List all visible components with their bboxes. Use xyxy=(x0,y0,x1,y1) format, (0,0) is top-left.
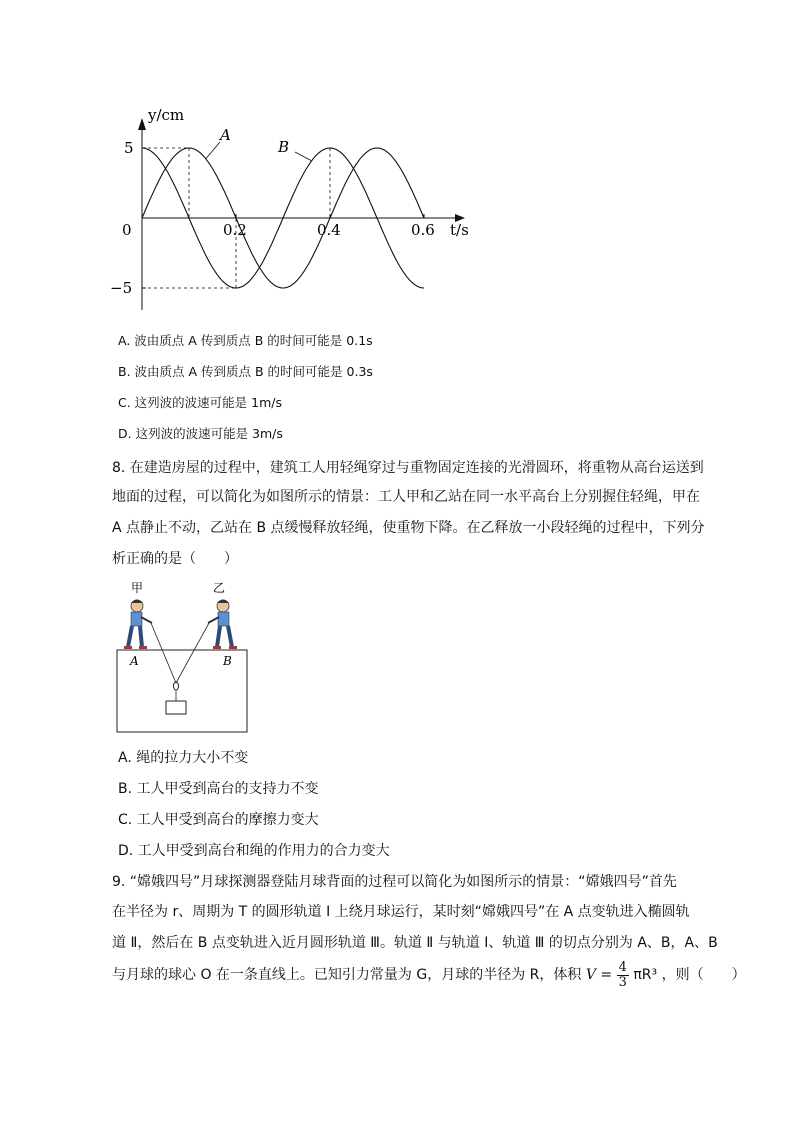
wave-chart xyxy=(110,100,480,320)
q7-option-c: C. 这列波的波速可能是 1m/s xyxy=(118,395,283,410)
series-b-label: B xyxy=(278,138,290,156)
q9-line-4-tail: ，则（ ） xyxy=(661,967,746,983)
series-a-label: A xyxy=(220,126,231,144)
x-axis-label: t/s xyxy=(450,221,469,239)
weight xyxy=(166,701,186,714)
leader-a xyxy=(205,142,220,159)
q8-option-c: C. 工人甲受到高台的摩擦力变大 xyxy=(118,812,319,828)
worker-jia-label: 甲 xyxy=(131,581,144,595)
y-tick-label-1: −5 xyxy=(110,279,133,297)
rope-right xyxy=(176,623,209,683)
point-b-label: B xyxy=(223,654,232,668)
q8-line-4: 析正确的是（ ） xyxy=(112,551,238,567)
q8-option-b: B. 工人甲受到高台的支持力不变 xyxy=(118,781,319,797)
q8-line-1: 8. 在建造房屋的过程中，建筑工人用轻绳穿过与重物固定连接的光滑圆环，将重物从高台运送到 xyxy=(112,460,704,476)
q9-line-1: 9. “嫦娥四号”月球探测器登陆月球背面的过程可以简化为如图所示的情景：“嫦娥四号”首先 xyxy=(112,874,677,890)
q8-option-d: D. 工人甲受到高台和绳的作用力的合力变大 xyxy=(118,843,390,859)
x-tick-label-1: 0.4 xyxy=(317,221,341,239)
y-axis-arrow xyxy=(138,118,146,130)
q9-line-4-text: 与月球的球心 O 在一条直线上。已知引力常量为 G，月球的半径为 R，体积 xyxy=(112,967,582,983)
q7-option-b: B. 波由质点 A 传到质点 B 的时间可能是 0.3s xyxy=(118,364,373,379)
fraction xyxy=(617,961,629,990)
formula-rhs: πR³ xyxy=(633,967,658,983)
ring xyxy=(174,682,179,690)
x-tick-label-0: 0.2 xyxy=(223,221,247,239)
x-tick-label-2: 0.6 xyxy=(411,221,435,239)
worker-jia-icon xyxy=(124,600,152,650)
q7-option-a: A. 波由质点 A 传到质点 B 的时间可能是 0.1s xyxy=(118,333,373,348)
fraction-den: 3 xyxy=(618,974,627,990)
pulley-figure xyxy=(105,577,255,737)
worker-yi-icon xyxy=(208,600,237,650)
formula-lhs: V = xyxy=(585,967,613,983)
q9-line-3: 道 Ⅱ，然后在 B 点变轨进入近月圆形轨道 Ⅲ。轨道 Ⅱ 与轨道 Ⅰ、轨道 Ⅲ 的切点分别为 A、B，A、B xyxy=(112,935,718,951)
rope-left xyxy=(151,623,176,683)
leader-b xyxy=(295,152,311,161)
q9-line-4 xyxy=(112,960,746,991)
q8-option-a: A. 绳的拉力大小不变 xyxy=(118,750,249,766)
worker-yi-label: 乙 xyxy=(213,581,226,595)
y-axis-label: y/cm xyxy=(148,106,185,124)
q8-line-3: A 点静止不动，乙站在 B 点缓慢释放轻绳，使重物下降。在乙释放一小段轻绳的过程中，下列分 xyxy=(112,520,705,536)
q7-option-d: D. 这列波的波速可能是 3m/s xyxy=(118,426,283,441)
q8-line-2: 地面的过程，可以简化为如图所示的情景：工人甲和乙站在同一水平高台上分别握住轻绳，甲在 xyxy=(112,489,700,505)
point-a-label: A xyxy=(130,654,139,668)
q9-line-2: 在半径为 r、周期为 T 的圆形轨道 Ⅰ 上绕月球运行，某时刻“嫦娥四号”在 A 点变轨进入椭圆轨 xyxy=(112,904,690,920)
y-tick-label-0: 5 xyxy=(124,139,134,157)
origin-label: 0 xyxy=(122,221,132,239)
fraction-num: 4 xyxy=(618,959,627,975)
